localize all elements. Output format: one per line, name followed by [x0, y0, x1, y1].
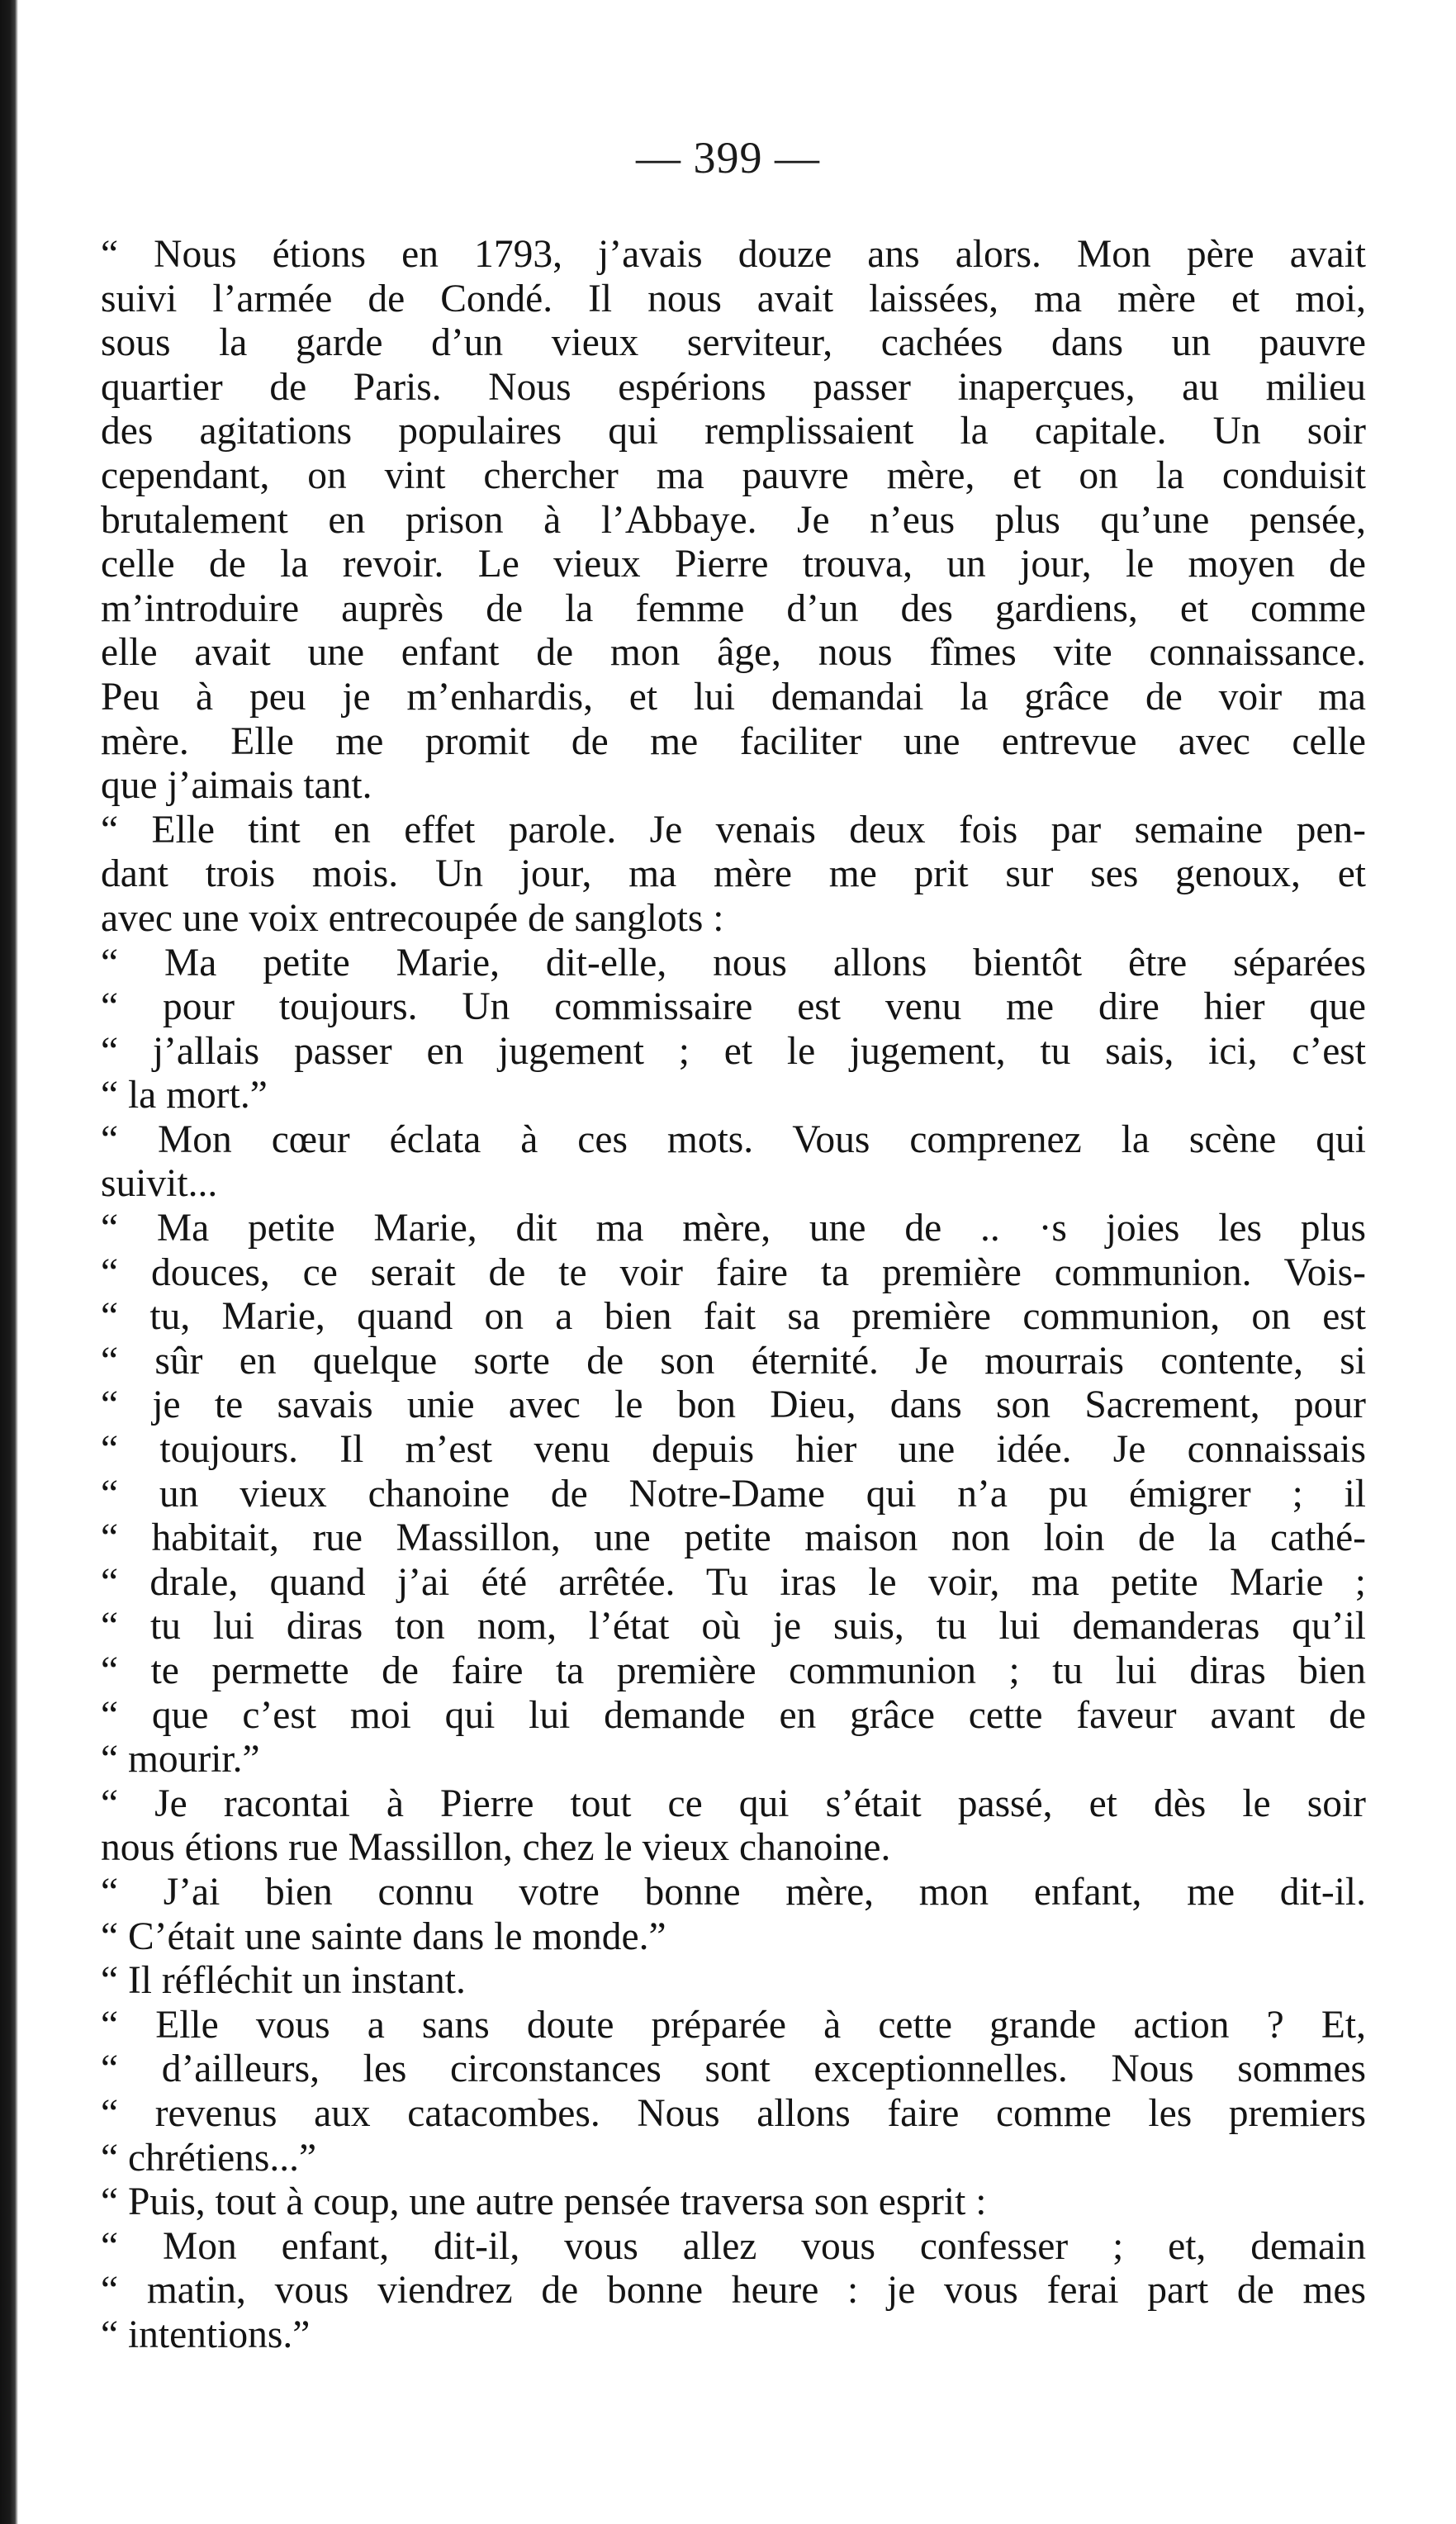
text-line: “ Je racontai à Pierre tout ce qui s’était passé, et dès le soir	[101, 1782, 1366, 1825]
text-line: “ Ma petite Marie, dit ma mère, une de .. ·s joies les plus	[101, 1207, 1366, 1250]
text-line: “ intentions.”	[101, 2313, 311, 2356]
text-line: des agitations populaires qui remplissaient la capitale. Un soir	[101, 410, 1366, 453]
text-line: “ j’allais passer en jugement ; et le jugement, tu sais, ici, c’est	[101, 1029, 1366, 1073]
binding-edge	[0, 0, 18, 2524]
text-line: “ drale, quand j’ai été arrêtée. Tu iras le voir, ma petite Marie ;	[101, 1560, 1366, 1604]
text-line: “ Il réfléchit un instant.	[101, 1959, 466, 2003]
text-line: “ Mon enfant, dit-il, vous allez vous confesser ; et, demain	[101, 2224, 1366, 2268]
page-number: — 399 —	[636, 133, 820, 183]
text-line: m’introduire auprès de la femme d’un des gardiens, et comme	[101, 586, 1366, 630]
text-line: “ pour toujours. Un commissaire est venu me dire hier que	[101, 985, 1366, 1029]
text-line: “ la mort.”	[101, 1074, 268, 1117]
text-line: “ d’ailleurs, les circonstances sont exceptionnelles. Nous sommes	[101, 2047, 1366, 2091]
text-line: “ sûr en quelque sorte de son éternité. Je mourrais contente, si	[101, 1339, 1366, 1383]
text-line: avec une voix entrecoupée de sanglots :	[101, 896, 724, 940]
text-line: mère. Elle me promit de me faciliter une entrevue avec celle	[101, 719, 1366, 763]
text-line: “ C’était une sainte dans le monde.”	[101, 1914, 666, 1958]
text-line: “ tu lui diras ton nom, l’état où je suis, tu lui demanderas qu’il	[101, 1605, 1366, 1649]
text-line: “ te permette de faire ta première communion ; tu lui diras bien	[101, 1649, 1366, 1692]
text-line: elle avait une enfant de mon âge, nous fîmes vite connaissance.	[101, 631, 1366, 675]
text-line: sous la garde d’un vieux serviteur, cachées dans un pauvre	[101, 321, 1366, 365]
text-line: “ J’ai bien connu votre bonne mère, mon enfant, me dit-il.	[101, 1870, 1366, 1914]
text-line: “ tu, Marie, quand on a bien fait sa première communion, on est	[101, 1295, 1366, 1339]
text-line: “ mourir.”	[101, 1738, 260, 1782]
text-line: dant trois mois. Un jour, ma mère me prit sur ses genoux, et	[101, 852, 1366, 896]
text-line: “ habitait, rue Massillon, une petite maison non loin de la cathé-	[101, 1516, 1366, 1560]
text-line: “ toujours. Il m’est venu depuis hier une idée. Je connaissais	[101, 1428, 1366, 1472]
text-line: quartier de Paris. Nous espérions passer inaperçues, au milieu	[101, 365, 1366, 409]
text-line: Peu à peu je m’enhardis, et lui demandai la grâce de voir ma	[101, 675, 1366, 719]
text-line: “ Elle vous a sans doute préparée à cette grande action ? Et,	[101, 2003, 1366, 2047]
text-line: que j’aimais tant.	[101, 764, 372, 808]
text-line: “ revenus aux catacombes. Nous allons faire comme les premiers	[101, 2091, 1366, 2135]
text-line: suivi l’armée de Condé. Il nous avait laissées, ma mère et moi,	[101, 277, 1366, 320]
text-line: “ je te savais unie avec le bon Dieu, dans son Sacrement, pour	[101, 1383, 1366, 1427]
text-line: “ matin, vous viendrez de bonne heure : je vous ferai part de mes	[101, 2269, 1366, 2313]
text-line: “ un vieux chanoine de Notre-Dame qui n’a pu émigrer ; il	[101, 1472, 1366, 1516]
body-text	[101, 233, 1366, 2358]
text-line: cependant, on vint chercher ma pauvre mère, et on la conduisit	[101, 453, 1366, 497]
text-line: “ douces, ce serait de te voir faire ta première communion. Vois-	[101, 1250, 1366, 1294]
text-line: “ Puis, tout à coup, une autre pensée traversa son esprit :	[101, 2180, 987, 2224]
text-line: brutalement en prison à l’Abbaye. Je n’eus plus qu’une pensée,	[101, 498, 1366, 542]
text-line: suivit...	[101, 1162, 218, 1206]
text-line: nous étions rue Massillon, chez le vieux chanoine.	[101, 1826, 891, 1870]
text-line: “ chrétiens...”	[101, 2136, 317, 2180]
text-line: “ Ma petite Marie, dit-elle, nous allons bientôt être séparées	[101, 941, 1366, 984]
text-line: “ Elle tint en effet parole. Je venais deux fois par semaine pen-	[101, 808, 1366, 852]
text-line: celle de la revoir. Le vieux Pierre trouva, un jour, le moyen de	[101, 543, 1366, 586]
text-line: “ Nous étions en 1793, j’avais douze ans alors. Mon père avait	[101, 233, 1366, 276]
text-line: “ que c’est moi qui lui demande en grâce cette faveur avant de	[101, 1693, 1366, 1737]
text-line: “ Mon cœur éclata à ces mots. Vous comprenez la scène qui	[101, 1117, 1366, 1161]
